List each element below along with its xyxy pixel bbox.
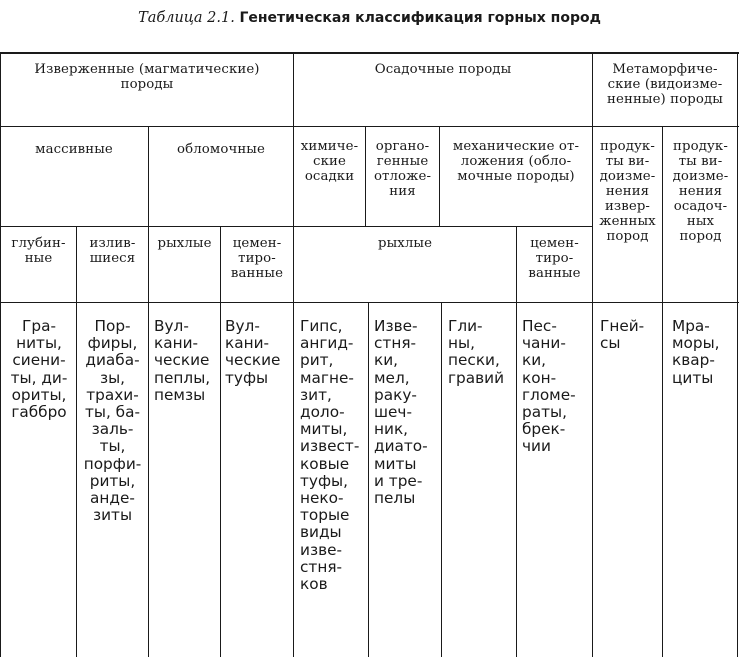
table-caption	[0, 8, 739, 28]
col-line-6a	[439, 126, 440, 226]
header-meta-igneous: продук- ты ви- доизме- нения извер- женных пород	[599, 139, 656, 244]
header-sedimentary: Осадочные породы	[374, 62, 512, 77]
cell-gneiss: Гней- сы	[600, 318, 645, 353]
col-line-5b	[368, 302, 369, 657]
col-line-3	[220, 226, 221, 657]
header-loose-2: рыхлые	[377, 236, 433, 251]
row-rule-2	[0, 226, 592, 227]
col-line-9	[662, 126, 663, 657]
col-line-4	[293, 52, 294, 657]
cell-deep-rocks: Гра- ниты, сиени- ты, ди- ориты, габбро	[10, 318, 68, 422]
cell-cemented-clastic: Пес- чани- ки, кон- гломе- раты, брек- чии	[522, 318, 576, 456]
col-line-5a	[365, 126, 366, 226]
cell-loose-clastic: Гли- ны, пески, гравий	[448, 318, 505, 387]
header-cemented-2: цемен- тиро- ванные	[528, 236, 581, 281]
col-border-left	[0, 52, 1, 657]
col-line-1	[76, 226, 77, 657]
header-deep: глубин- ные	[11, 236, 66, 266]
header-massive: массивные	[35, 142, 113, 157]
header-igneous: Изверженные (магматические) породы	[34, 62, 260, 92]
cell-cemented-volcanic: Вул- кани- ческие туфы	[225, 318, 281, 387]
cell-effusive-rocks: Пор- фиры, диаба- зы, трахи- ты, ба- заль- ты, порфи- риты, анде- зиты	[83, 318, 142, 525]
caption-title: Генетическая классификация горных пород	[239, 10, 601, 26]
header-cemented-1: цемен- тиро- ванные	[230, 236, 284, 281]
col-line-8	[592, 52, 593, 657]
cell-marble: Мра- моры, квар- циты	[672, 318, 720, 387]
cell-chemical-rocks: Гипс, ангид- рит, магне- зит, доло- миты, извест- ковые туфы, неко- торые виды изве- стня- ков	[300, 318, 360, 594]
table-top-rule	[0, 52, 739, 54]
header-clastic: обломочные	[177, 142, 265, 157]
header-mechanical: механические от- ложения (обло- мочные породы)	[452, 139, 580, 184]
row-rule-3	[0, 302, 739, 303]
header-chemical: химиче- ские осадки	[300, 139, 359, 184]
cell-loose-volcanic: Вул- кани- ческие пеплы, пемзы	[154, 318, 211, 404]
col-border-right	[737, 52, 738, 657]
col-line-7	[516, 226, 517, 657]
col-line-6b	[441, 302, 442, 657]
header-organogenic: органо- генные отложе- ния	[373, 139, 432, 199]
header-loose-1: рыхлые	[157, 236, 212, 251]
col-line-2	[148, 126, 149, 657]
header-effusive: излив- шиеся	[89, 236, 136, 266]
header-meta-sedimentary: продук- ты ви- доизме- нения осадоч- ных пород	[672, 139, 729, 244]
caption-prefix: Таблица 2.1.	[138, 10, 235, 26]
cell-organogenic-rocks: Изве- стня- ки, мел, раку- шеч- ник, диато- миты и тре- пелы	[374, 318, 428, 508]
header-metamorphic: Метаморфиче- ские (видоизме- ненные) породы	[607, 62, 723, 107]
row-rule-1	[0, 126, 739, 127]
